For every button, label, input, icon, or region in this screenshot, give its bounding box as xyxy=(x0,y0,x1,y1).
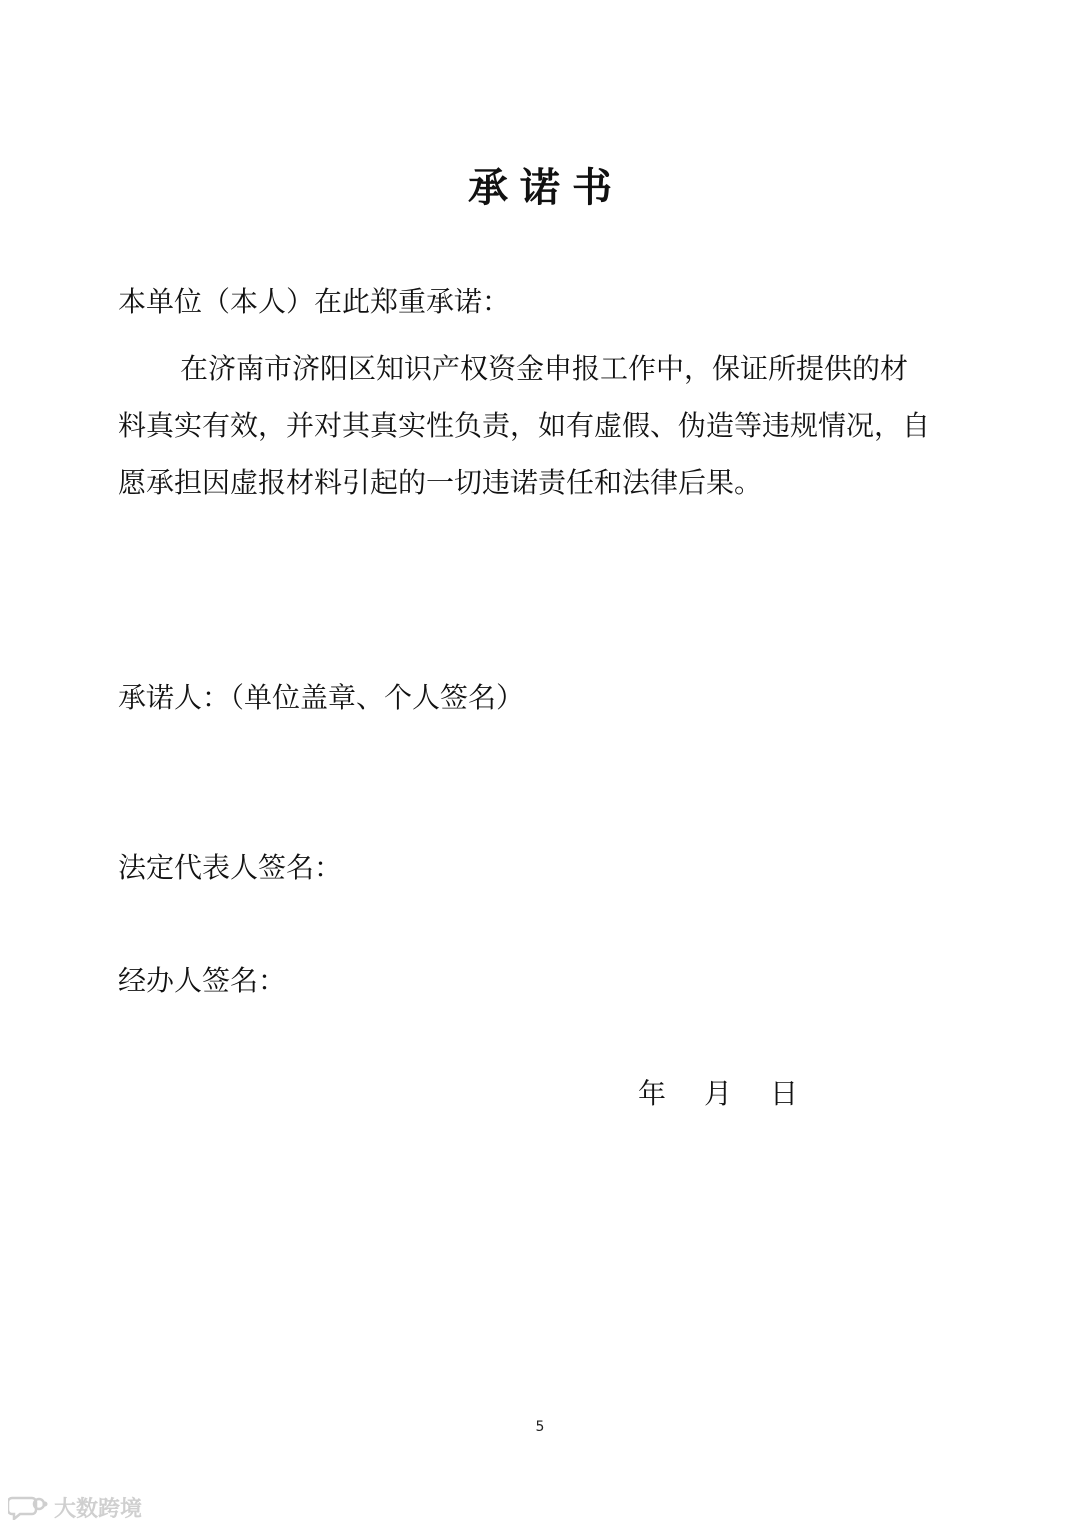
paragraph-line: 料真实有效，并对其真实性负责，如有虚假、伪造等违规情况，自 xyxy=(118,409,931,442)
date-month: 月 xyxy=(704,1077,733,1110)
commitment-paragraph xyxy=(118,340,968,511)
legal-representative-signature-label: 法定代表人签名： xyxy=(118,851,343,884)
chat-bubble-logo-icon xyxy=(8,1494,48,1520)
promisor-signature-label: 承诺人：（单位盖章、个人签名） xyxy=(118,681,525,714)
paragraph-line: 愿承担因虚报材料引起的一切违诺责任和法律后果。 xyxy=(118,466,763,499)
document-title: 承诺书 xyxy=(468,165,624,211)
handler-signature-label: 经办人签名： xyxy=(118,964,287,997)
date-line xyxy=(638,1076,798,1112)
watermark xyxy=(8,1490,142,1524)
page-number: 5 xyxy=(535,1419,545,1435)
date-day: 日 xyxy=(770,1077,799,1110)
date-year: 年 xyxy=(638,1077,667,1110)
intro-line: 本单位（本人）在此郑重承诺： xyxy=(118,285,511,318)
watermark-text: 大数跨境 xyxy=(54,1496,143,1522)
paragraph-line: 在济南市济阳区知识产权资金申报工作中，保证所提供的材 xyxy=(180,352,909,385)
